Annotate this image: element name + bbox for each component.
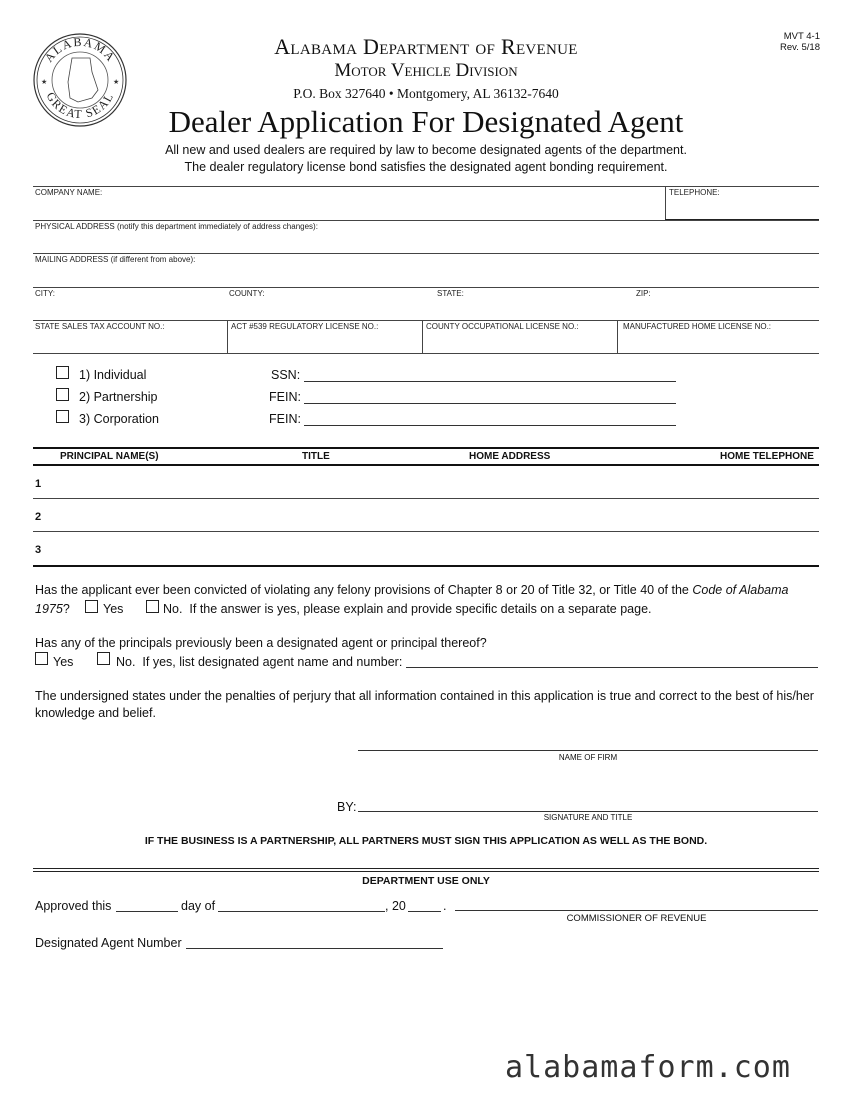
- principal-no-checkbox[interactable]: [97, 652, 110, 665]
- partnership-checkbox[interactable]: [56, 388, 69, 401]
- company-name-label: COMPANY NAME:: [35, 188, 103, 197]
- state-field[interactable]: [435, 297, 630, 319]
- title-header: TITLE: [302, 451, 330, 462]
- approved-day-field[interactable]: [116, 911, 178, 912]
- year-suffix: .: [443, 899, 447, 913]
- principal-name-header: PRINCIPAL NAME(S): [60, 451, 159, 462]
- signature-caption: SIGNATURE AND TITLE: [543, 813, 633, 822]
- county-license-label: COUNTY OCCUPATIONAL LICENSE NO.:: [426, 322, 579, 331]
- mailing-address-field[interactable]: [33, 263, 819, 285]
- principal-question: Has any of the principals previously been a designated agent or principal thereof?: [35, 636, 487, 650]
- sales-tax-label: STATE SALES TAX ACCOUNT NO.:: [35, 322, 165, 331]
- sales-tax-field[interactable]: [33, 330, 226, 352]
- seal-top-text: ALABAMA: [41, 34, 119, 65]
- principal-row[interactable]: [33, 532, 819, 563]
- manufactured-home-label: MANUFACTURED HOME LICENSE NO.:: [623, 322, 772, 331]
- day-of-label: day of: [181, 899, 216, 913]
- designated-agent-field[interactable]: [406, 667, 818, 668]
- company-name-field[interactable]: [33, 196, 663, 218]
- individual-checkbox[interactable]: [56, 366, 69, 379]
- seal-bottom-text: GREAT SEAL: [43, 89, 117, 122]
- approved-this-label: Approved this: [35, 899, 112, 913]
- commissioner-signature-field[interactable]: [455, 910, 818, 911]
- approved-year-field[interactable]: [408, 911, 441, 912]
- form-title: Dealer Application For Designated Agent: [168, 104, 684, 139]
- year-prefix: , 20: [385, 899, 406, 913]
- svg-text:★: ★: [41, 79, 48, 86]
- manufactured-home-field[interactable]: [618, 330, 818, 352]
- attestation-line-1: The undersigned states under the penalties of perjury that all information contained in this application is true and correct to the best of his/her: [35, 689, 814, 703]
- regulatory-license-field[interactable]: [228, 330, 421, 352]
- intro-line-2: The dealer regulatory license bond satisfies the designated agent bonding requirement.: [184, 160, 668, 174]
- felony-no-label: No. If the answer is yes, please explain and provide specific details on a separate page.: [163, 602, 652, 616]
- by-label: BY:: [337, 800, 357, 814]
- corporation-fein-label: FEIN:: [269, 412, 301, 426]
- principal-no-label: No. If yes, list designated agent name and number:: [116, 655, 403, 669]
- felony-no-checkbox[interactable]: [146, 600, 159, 613]
- ssn-field[interactable]: [304, 381, 676, 382]
- mailing-address-label: MAILING ADDRESS (if different from above):: [35, 255, 196, 264]
- partnership-fein-field[interactable]: [304, 403, 676, 404]
- agency-address: P.O. Box 327640 • Montgomery, AL 36132-7640: [293, 86, 559, 101]
- partnership-label: 2) Partnership: [79, 390, 158, 404]
- principal-yes-label: Yes: [53, 655, 74, 669]
- county-label: COUNTY:: [229, 289, 265, 298]
- form-revision: Rev. 5/18: [780, 42, 820, 53]
- zip-label: ZIP:: [636, 289, 651, 298]
- approved-month-field[interactable]: [218, 911, 385, 912]
- agent-number-label: Designated Agent Number: [35, 936, 182, 950]
- row-number: 1: [35, 478, 42, 490]
- principal-row[interactable]: [33, 466, 819, 497]
- home-telephone-header: HOME TELEPHONE: [720, 451, 814, 462]
- commissioner-caption: COMMISSIONER OF REVENUE: [566, 913, 707, 924]
- corporation-label: 3) Corporation: [79, 412, 159, 426]
- firm-name-caption: NAME OF FIRM: [558, 753, 618, 762]
- agent-number-field[interactable]: [186, 948, 443, 949]
- form-number: MVT 4-1: [783, 31, 820, 42]
- telephone-label: TELEPHONE:: [669, 188, 720, 197]
- division-name: Motor Vehicle Division: [334, 60, 518, 81]
- agency-name: Alabama Department of Revenue: [274, 34, 578, 59]
- department-use-heading: DEPARTMENT USE ONLY: [362, 875, 490, 887]
- state-label: STATE:: [437, 289, 464, 298]
- felony-year: 1975?: [35, 602, 70, 616]
- felony-yes-checkbox[interactable]: [85, 600, 98, 613]
- row-number: 3: [35, 544, 42, 556]
- intro-line-1: All new and used dealers are required by law to become designated agents of the department.: [165, 143, 687, 157]
- city-label: CITY:: [35, 289, 56, 298]
- felony-question: Has the applicant ever been convicted of violating any felony provisions of Chapter 8 or 20 of Title 32, or Title 40 of the Code of Alabama: [35, 583, 789, 597]
- home-address-header: HOME ADDRESS: [469, 451, 551, 462]
- svg-text:★: ★: [113, 79, 120, 86]
- felony-yes-label: Yes: [103, 602, 124, 616]
- row-number: 2: [35, 511, 42, 523]
- zip-field[interactable]: [634, 297, 818, 319]
- county-field[interactable]: [227, 297, 432, 319]
- ssn-label: SSN:: [271, 368, 301, 382]
- regulatory-license-label: ACT #539 REGULATORY LICENSE NO.:: [231, 322, 379, 331]
- physical-address-field[interactable]: [33, 230, 819, 252]
- county-license-field[interactable]: [423, 330, 616, 352]
- signature-field[interactable]: [358, 811, 818, 812]
- partnership-fein-label: FEIN:: [269, 390, 301, 404]
- individual-label: 1) Individual: [79, 368, 147, 382]
- principal-row[interactable]: [33, 499, 819, 530]
- telephone-field[interactable]: [666, 196, 818, 218]
- partnership-notice: IF THE BUSINESS IS A PARTNERSHIP, ALL PARTNERS MUST SIGN THIS APPLICATION AS WELL AS THE BOND.: [144, 835, 708, 847]
- corporation-checkbox[interactable]: [56, 410, 69, 423]
- physical-address-label: PHYSICAL ADDRESS (notify this department immediately of address changes):: [35, 222, 318, 231]
- city-field[interactable]: [33, 297, 223, 319]
- firm-name-field[interactable]: [358, 750, 818, 751]
- attestation-line-2: knowledge and belief.: [35, 706, 156, 720]
- watermark: alabamaform.com: [505, 1050, 791, 1085]
- principal-yes-checkbox[interactable]: [35, 652, 48, 665]
- corporation-fein-field[interactable]: [304, 425, 676, 426]
